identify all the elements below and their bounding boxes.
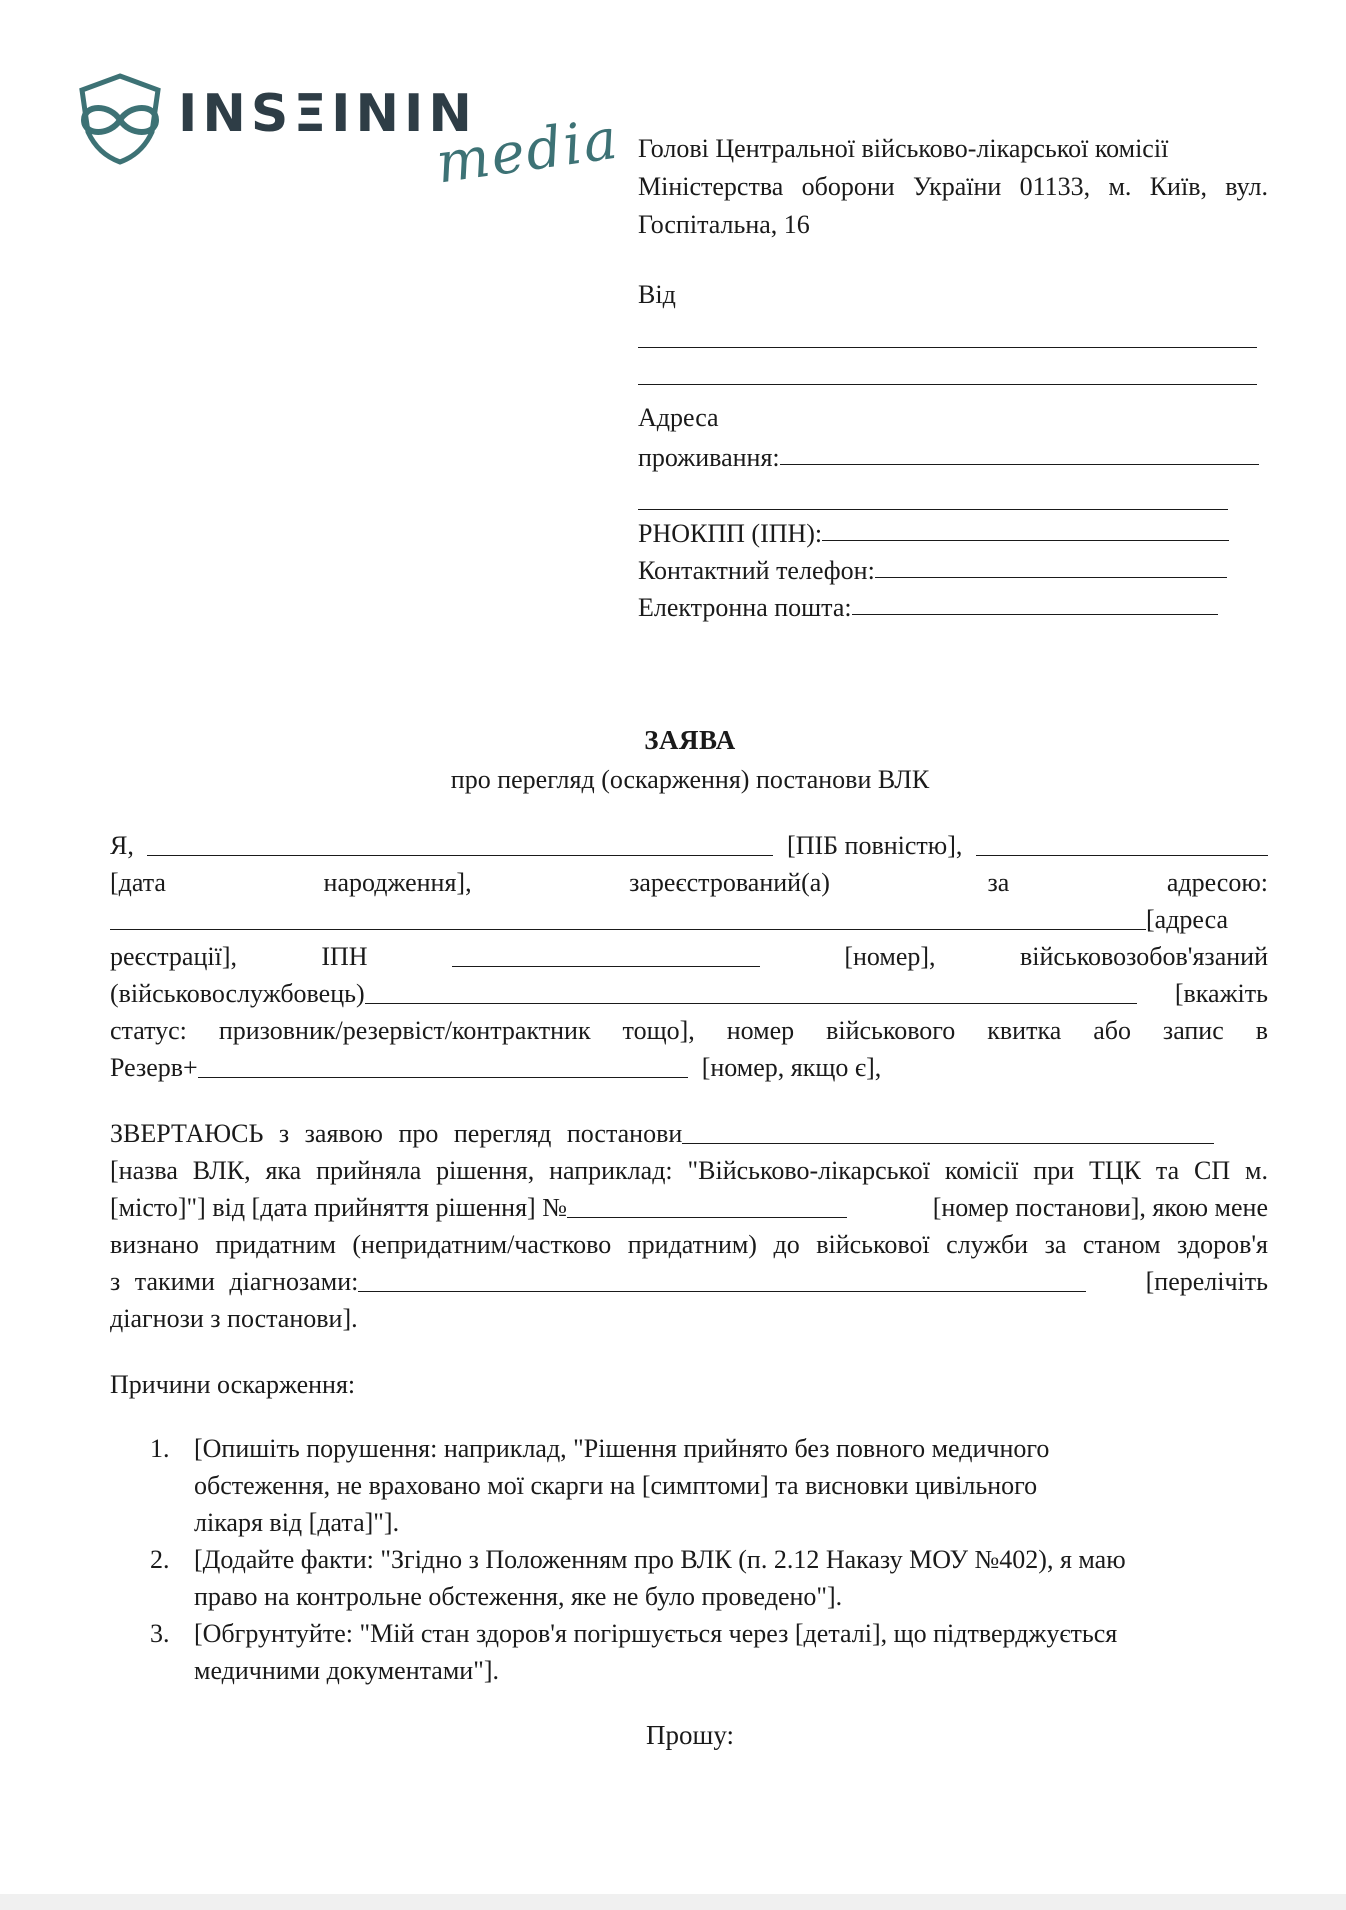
addressee-line: Госпітальна, 16	[638, 210, 810, 239]
sender-name-field[interactable]	[638, 347, 1257, 348]
intro-text: [адреса	[1146, 905, 1229, 934]
appeal-text: [перелічіть	[1145, 1267, 1268, 1296]
email-label: Електронна пошта:	[638, 593, 852, 622]
logo-tagline: media	[432, 106, 623, 197]
reasons-list	[150, 1430, 1220, 1689]
full-name-field[interactable]	[147, 855, 773, 856]
appeal-text: ЗВЕРТАЮСЬ з заявою про перегляд постанови	[110, 1119, 683, 1148]
intro-text: [вкажіть	[1174, 979, 1268, 1008]
intro-text: Резерв+	[110, 1053, 198, 1082]
intro-text: Я,	[110, 831, 134, 860]
vlk-decision-field[interactable]	[682, 1143, 1214, 1144]
list-number: 1.	[150, 1434, 170, 1463]
reasons-heading: Причини оскарження:	[110, 1370, 356, 1399]
addressee-line: Голові Центральної військово-лікарської комісії	[638, 134, 1169, 163]
military-id-field[interactable]	[198, 1077, 688, 1078]
logo	[70, 70, 623, 197]
intro-text: (військовослужбовець)	[110, 979, 365, 1008]
appeal-text: визнано придатним (непридатним/частково придатним) до військової служби за станом здоров'я	[110, 1230, 1268, 1259]
request-heading: Прошу:	[646, 1720, 734, 1750]
from-label: Від	[638, 280, 676, 309]
appeal-text: [номер постанови], якою мене	[932, 1193, 1268, 1222]
intro-text: [дата	[110, 868, 166, 897]
address-label: Адреса	[638, 403, 719, 432]
list-number: 3.	[150, 1619, 170, 1648]
addressee-line: Міністерства оборони України 01133, м. Київ, вул.	[638, 172, 1268, 201]
sender-block	[638, 280, 1268, 623]
registration-address-field[interactable]	[110, 929, 1146, 930]
addressee-block	[638, 130, 1268, 244]
list-text: [Додайте факти: "Згідно з Положенням про ВЛК (п. 2.12 Наказу МОУ №402), я маю право на контрольне обстеження, яке не було проведено"].	[194, 1545, 1126, 1611]
intro-text: реєстрації],	[110, 942, 237, 971]
document-title: ЗАЯВА	[644, 725, 736, 755]
list-item	[150, 1615, 1220, 1689]
email-field[interactable]	[852, 614, 1218, 615]
intro-text: статус: призовник/резервіст/контрактник тощо], номер військового квитка або запис в	[110, 1016, 1268, 1045]
intro-text: за	[987, 868, 1010, 897]
page-edge	[0, 1894, 1346, 1910]
tax-id-label: РНОКПП (ІПН):	[638, 519, 823, 548]
intro-text: [номер, якщо є],	[701, 1053, 882, 1082]
logo-wordmark: INSΞININ	[178, 84, 477, 144]
phone-label: Контактний телефон:	[638, 556, 875, 585]
document-subtitle: про перегляд (оскарження) постанови ВЛК	[450, 765, 930, 794]
intro-text: ІПН	[321, 942, 368, 971]
list-number: 2.	[150, 1545, 170, 1574]
intro-text: [ПІБ повністю],	[787, 831, 963, 860]
list-text: [Опишіть порушення: наприклад, "Рішення прийнято без повного медичного обстеження, не враховано мої скарги на [симптоми] та висновки цивільного лікаря від [дата]"].	[194, 1434, 1050, 1537]
address-label-2: проживання:	[638, 443, 780, 472]
diagnoses-field[interactable]	[358, 1291, 1086, 1292]
intro-text: зареєстрований(а)	[629, 868, 830, 897]
tax-id-field[interactable]	[822, 540, 1229, 541]
address-field-2[interactable]	[638, 509, 1228, 510]
list-text: [Обгрунтуйте: "Мій стан здоров'я погіршується через [деталі], що підтверджується медичними документами"].	[194, 1619, 1118, 1685]
appeal-text: [назва ВЛК, яка прийняла рішення, наприклад: "Військово-лікарської комісії при ТЦК та СП м.	[110, 1156, 1268, 1185]
appeal-text: [місто]"] від [дата прийняття рішення] №	[110, 1193, 568, 1222]
intro-text: адресою:	[1166, 868, 1268, 897]
intro-text: [номер],	[844, 942, 936, 971]
intro-text: військовозобов'язаний	[1019, 942, 1268, 971]
intro-text: народження],	[323, 868, 472, 897]
military-status-field[interactable]	[365, 1003, 1137, 1004]
address-field[interactable]	[780, 464, 1259, 465]
phone-field[interactable]	[875, 577, 1227, 578]
intro-paragraph	[110, 827, 1268, 1086]
decision-number-field[interactable]	[567, 1217, 847, 1218]
appeal-text: з такими діагнозами:	[110, 1267, 359, 1296]
shield-infinity-icon	[70, 70, 170, 166]
appeal-paragraph	[110, 1115, 1268, 1337]
appeal-text: діагнози з постанови].	[110, 1304, 358, 1333]
list-item	[150, 1541, 1220, 1615]
list-item	[150, 1430, 1220, 1541]
ipn-field[interactable]	[452, 966, 760, 967]
birth-date-field[interactable]	[976, 855, 1268, 856]
